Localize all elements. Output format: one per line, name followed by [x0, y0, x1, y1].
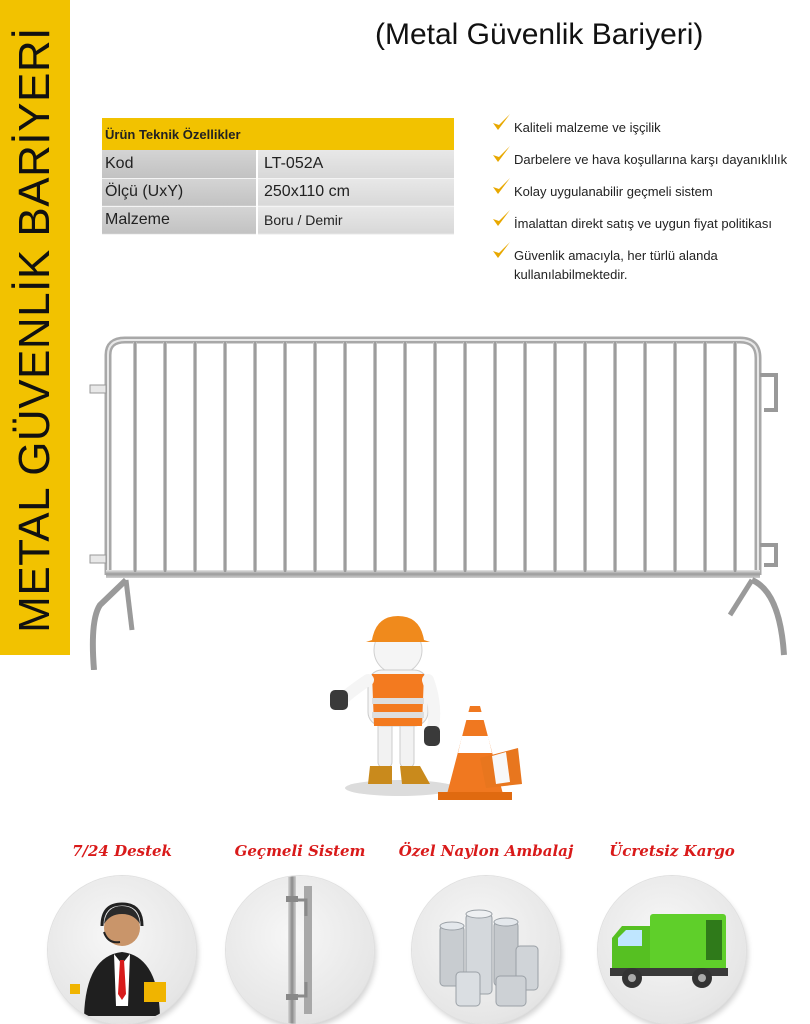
barrier-bar	[493, 342, 497, 572]
service-label: Ücretsiz Kargo	[609, 842, 735, 860]
service-label: Özel Naylon Ambalaj	[398, 842, 574, 860]
barrier-bar	[133, 342, 137, 572]
spec-value: Boru / Demir	[257, 206, 454, 234]
feature-text: Darbelere ve hava koşullarına karşı dayanıklılık	[514, 152, 788, 167]
feature-item	[490, 150, 810, 169]
spec-row-material	[102, 206, 454, 234]
barrier-bar	[673, 342, 677, 572]
barrier-bar	[163, 342, 167, 572]
service-packaging	[396, 842, 576, 1024]
feature-item	[490, 118, 810, 137]
feature-text: Güvenlik amacıyla, her türlü alanda kullanılabilmektedir.	[514, 248, 718, 282]
barrier-bar	[703, 342, 707, 572]
page-title: (Metal Güvenlik Bariyeri)	[375, 18, 704, 51]
service-label: Geçmeli Sistem	[234, 842, 366, 860]
barrier-bar	[223, 342, 227, 572]
checkmark-icon	[490, 208, 512, 230]
barrier-bar	[283, 342, 287, 572]
nylon-rolls-icon	[412, 876, 560, 1024]
barrier-bar	[523, 342, 527, 572]
feature-text: Kolay uygulanabilir geçmeli sistem	[514, 184, 713, 199]
barrier-bar	[733, 342, 737, 572]
spec-row-code	[102, 150, 454, 178]
spec-label: Malzeme	[102, 206, 257, 234]
delivery-truck-icon	[598, 876, 746, 1024]
barrier-bar	[463, 342, 467, 572]
barrier-bars	[133, 342, 737, 572]
feature-item	[490, 246, 754, 284]
checkmark-icon	[490, 144, 512, 166]
service-shipping	[582, 842, 762, 1024]
barrier-bar	[433, 342, 437, 572]
spec-label: Ölçü (UxY)	[102, 178, 257, 206]
feature-item	[490, 214, 810, 233]
barrier-bar	[253, 342, 257, 572]
barrier-bar	[583, 342, 587, 572]
sidebar-title: METAL GÜVENLİK BARİYERİ	[10, 27, 59, 633]
service-joint-system	[210, 842, 390, 1024]
feature-item	[490, 182, 810, 201]
service-support	[32, 842, 212, 1024]
spec-table-header: Ürün Teknik Özellikler	[102, 118, 454, 150]
barrier-bar	[613, 342, 617, 572]
sidebar-banner	[0, 0, 70, 655]
barrier-joint-icon	[226, 876, 374, 1024]
spec-value: LT-052A	[257, 150, 454, 178]
spec-value: 250x110 cm	[257, 178, 454, 206]
spec-row-size	[102, 178, 454, 206]
barrier-bar	[343, 342, 347, 572]
checkmark-icon	[490, 176, 512, 198]
spec-table-header-row	[102, 118, 454, 150]
barrier-bar	[373, 342, 377, 572]
spec-table	[102, 118, 454, 235]
service-label: 7/24 Destek	[72, 842, 172, 860]
checkmark-icon	[490, 112, 512, 134]
barrier-bar	[643, 342, 647, 572]
spec-label: Kod	[102, 150, 257, 178]
barrier-bar	[313, 342, 317, 572]
support-agent-icon	[48, 876, 196, 1024]
feature-text: Kaliteli malzeme ve işçilik	[514, 120, 661, 135]
barrier-bar	[193, 342, 197, 572]
barrier-bar	[403, 342, 407, 572]
worker-with-cones-image	[320, 608, 530, 808]
feature-list	[490, 118, 810, 297]
barrier-bar	[553, 342, 557, 572]
checkmark-icon	[490, 240, 512, 262]
feature-text: İmalattan direkt satış ve uygun fiyat politikası	[514, 216, 772, 231]
